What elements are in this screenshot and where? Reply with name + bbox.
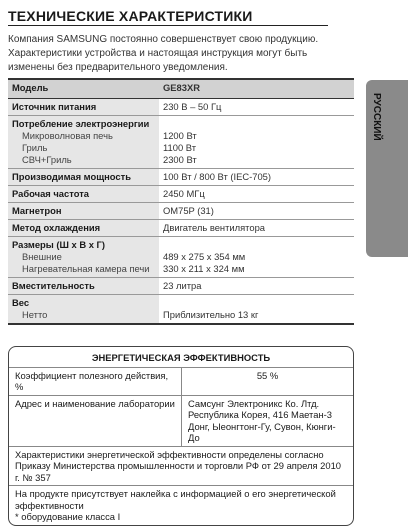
spec-row-magnetron: [8, 203, 354, 220]
spec-header-row: [8, 79, 354, 99]
spec-label: Магнетрон: [12, 205, 62, 216]
spec-label: Размеры (Ш х В х Г): [12, 239, 105, 250]
spec-row-cooling: [8, 220, 354, 237]
spec-sublabel: Нетто: [22, 309, 48, 320]
spec-row-capacity: [8, 278, 354, 295]
spec-value: 1200 Вт: [163, 130, 197, 141]
spec-label: Потребление электроэнергии: [12, 118, 150, 129]
energy-header-row: [9, 347, 353, 367]
lab-label: Адрес и наименование лаборатории: [9, 395, 182, 446]
spec-row-weight: [8, 295, 354, 325]
efficiency-label: Коэффициент полезного действия, %: [9, 367, 182, 395]
spec-value: [163, 118, 350, 130]
spec-label: Производимая мощность: [12, 171, 131, 182]
lab-value: Самсунг Электроникс Ко. Лтд. Республика Корея, 416 Маетан-3 Донг, Ыеонгтонг-Гу, Сувон, Кюнги-До: [182, 395, 353, 446]
spec-value: 330 x 211 x 324 мм: [163, 263, 245, 274]
energy-sticker-row: [9, 485, 353, 525]
spec-label: Рабочая частота: [12, 188, 89, 199]
regulation-note: Характеристики энергетической эффективности определены согласно Приказу Министерства промышленности и торговли РФ от 29 апреля 2010 г. № 357: [9, 446, 353, 486]
energy-efficiency-table: [8, 346, 354, 526]
spec-value: 230 В – 50 Гц: [163, 101, 222, 112]
spec-row-dimensions: [8, 237, 354, 278]
spec-value: 1100 Вт: [163, 142, 196, 153]
page-title: ТЕХНИЧЕСКИЕ ХАРАКТЕРИСТИКИ: [8, 8, 328, 26]
spec-row-power-consumption: [8, 116, 354, 169]
spec-value: 100 Вт / 800 Вт (IEC-705): [163, 171, 272, 182]
spec-value: 23 литра: [163, 280, 202, 291]
model-value: GE83XR: [159, 79, 354, 99]
spec-row-output-power: [8, 169, 354, 186]
spec-sublabel: Гриль: [22, 142, 48, 153]
sticker-note: На продукте присутствует наклейка с информацией о его энергетической эффективности: [15, 488, 336, 511]
spec-label: Вес: [12, 297, 30, 308]
spec-value: 2300 Вт: [163, 154, 197, 165]
spec-sublabel: Внешние: [22, 251, 62, 262]
spec-sublabel: СВЧ+Гриль: [22, 154, 72, 165]
spec-row-power-source: [8, 99, 354, 116]
spec-value: [163, 297, 350, 309]
spec-sublabel: Микроволновая печь: [22, 130, 113, 141]
energy-regulation-row: [9, 446, 353, 486]
energy-lab-row: [9, 395, 353, 446]
specifications-table: [8, 78, 354, 325]
spec-value: [163, 239, 350, 251]
spec-label: Источник питания: [12, 101, 97, 112]
model-label: Модель: [8, 79, 159, 99]
language-tab-label: РУССКИЙ: [371, 93, 382, 141]
spec-sublabel: Нагревательная камера печи: [22, 263, 150, 274]
spec-value: Приблизительно 13 кг: [163, 309, 259, 320]
spec-label: Вместительность: [12, 280, 95, 291]
spec-value: 489 x 275 x 354 мм: [163, 251, 246, 262]
intro-paragraph: Компания SAMSUNG постоянно совершенствует свою продукцию. Характеристики устройства и настоящая инструкция могут быть изменены без предварительного уведомления.: [8, 34, 319, 73]
energy-title: ЭНЕРГЕТИЧЕСКАЯ ЭФФЕКТИВНОСТЬ: [91, 352, 271, 363]
class-note: * оборудование класса I: [15, 511, 121, 522]
spec-value: 2450 МГц: [163, 188, 205, 199]
energy-efficiency-row: [9, 367, 353, 395]
spec-value: Двигатель вентилятора: [163, 222, 266, 233]
spec-label: Метод охлаждения: [12, 222, 101, 233]
spec-value: OM75P (31): [163, 205, 214, 216]
efficiency-value: 55 %: [182, 367, 353, 395]
spec-row-frequency: [8, 186, 354, 203]
